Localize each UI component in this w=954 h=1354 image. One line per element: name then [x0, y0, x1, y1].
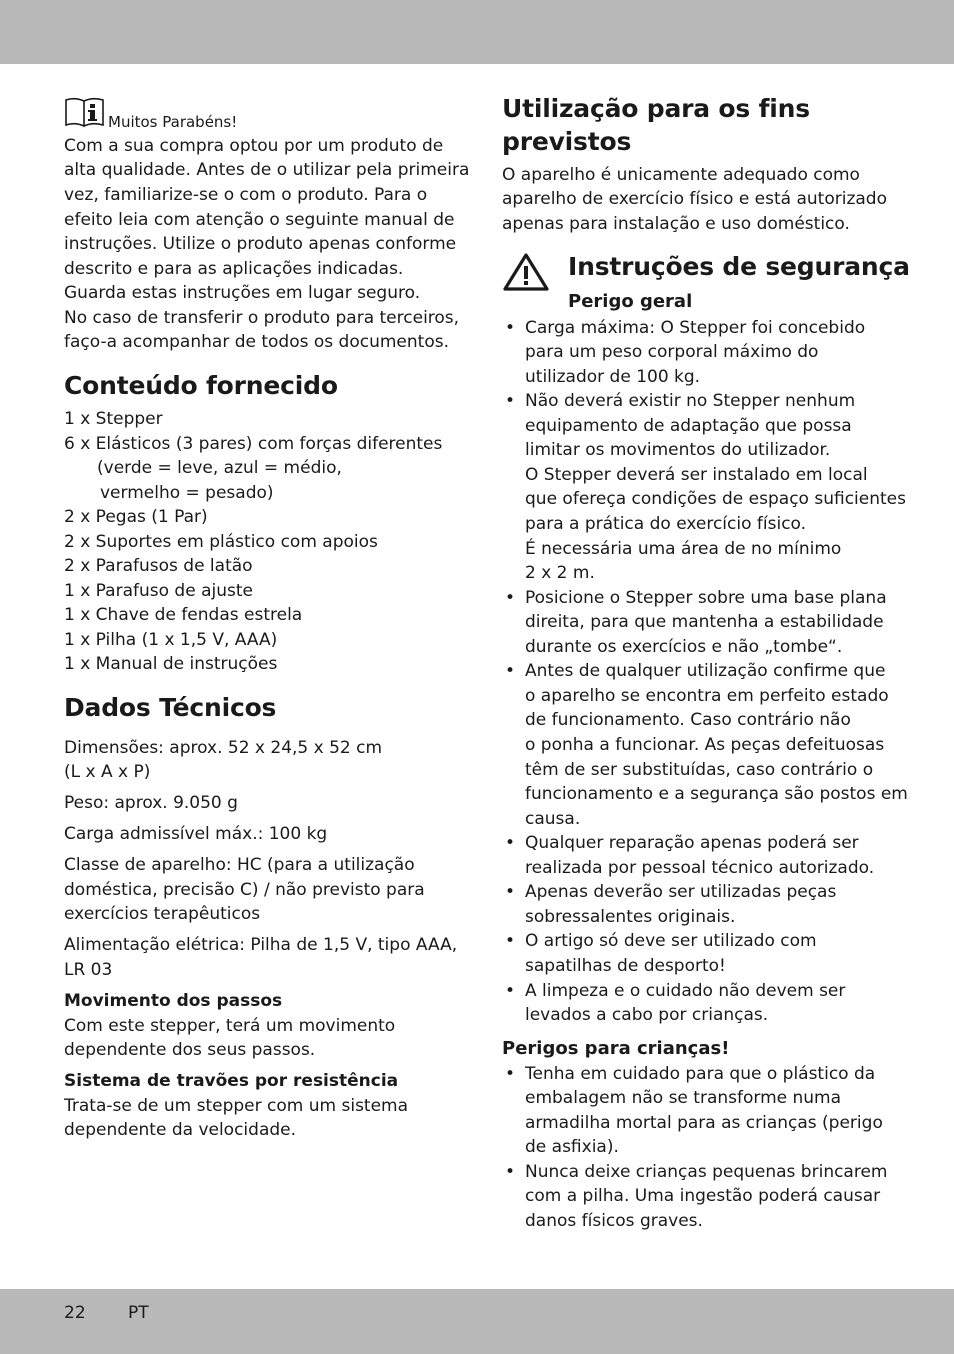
contents-item: 1 x Parafuso de ajuste: [64, 581, 253, 601]
header-bar: [0, 0, 954, 64]
bullet-mark: •: [505, 661, 516, 681]
safety-bullet-line: utilizador de 100 kg.: [525, 367, 701, 387]
tech-heading: Dados Técnicos: [64, 693, 277, 722]
tech-class: Classe de aparelho: HC (para a utilização: [64, 855, 415, 875]
intro-line: Guarda estas instruções em lugar seguro.: [64, 283, 421, 303]
contents-item: 2 x Suportes em plástico com apoios: [64, 532, 378, 552]
safety-bullet-line: para a prática do exercício físico.: [525, 514, 807, 534]
safety-bullet-line: o aparelho se encontra em perfeito estado: [525, 686, 889, 706]
intro-line: vez, familiarize-se o com o produto. Para o: [64, 185, 428, 205]
tech-power: Alimentação elétrica: Pilha de 1,5 V, tipo AAA,: [64, 935, 458, 955]
bullet-mark: •: [505, 882, 516, 902]
bullet-mark: •: [505, 833, 516, 853]
bullet-mark: •: [505, 1064, 516, 1084]
safety-bullet-line: causa.: [525, 809, 581, 829]
safety-bullet-line: levados a cabo por crianças.: [525, 1005, 769, 1025]
safety-bullet-line: Qualquer reparação apenas poderá ser: [525, 833, 859, 853]
usage-heading: Utilização para os fins: [502, 94, 810, 123]
safety-bullet-line: que ofereça condições de espaço suficientes: [525, 489, 906, 509]
contents-item: 2 x Parafusos de latão: [64, 556, 253, 576]
safety-bullet-line: 2 x 2 m.: [525, 563, 595, 583]
safety-bullet-line: Não deverá existir no Stepper nenhum: [525, 391, 856, 411]
tech-dimensions: Dimensões: aprox. 52 x 24,5 x 52 cm: [64, 738, 383, 758]
usage-heading: previstos: [502, 127, 632, 156]
intro-line: No caso de transferir o produto para terceiros,: [64, 308, 460, 328]
intro-line: efeito leia com atenção o seguinte manual de: [64, 210, 455, 230]
safety-bullet-line: funcionamento e a segurança são postos em: [525, 784, 908, 804]
children-bullet-line: com a pilha. Uma ingestão poderá causar: [525, 1186, 881, 1206]
bullet-mark: •: [505, 981, 516, 1001]
contents-item: 1 x Pilha (1 x 1,5 V, AAA): [64, 630, 278, 650]
safety-bullet-line: Posicione o Stepper sobre uma base plana: [525, 588, 887, 608]
safety-bullet-line: sobressalentes originais.: [525, 907, 736, 927]
usage-text: aparelho de exercício físico e está autorizado: [502, 189, 887, 209]
tech-dimensions: (L x A x P): [64, 762, 151, 782]
intro-line: alta qualidade. Antes de o utilizar pela primeira: [64, 160, 470, 180]
page-number: 22: [64, 1303, 86, 1323]
safety-bullet-line: O Stepper deverá ser instalado em local: [525, 465, 868, 485]
safety-bullet-line: direita, para que mantenha a estabilidade: [525, 612, 884, 632]
children-heading: Perigos para crianças!: [502, 1038, 730, 1059]
brake-text: dependente da velocidade.: [64, 1120, 297, 1140]
intro-line: faço-a acompanhar de todos os documentos.: [64, 332, 449, 352]
contents-item: (verde = leve, azul = médio,: [97, 458, 342, 478]
contents-item: 1 x Chave de fendas estrela: [64, 605, 303, 625]
warning-triangle-icon: [502, 252, 550, 292]
safety-bullet-line: Carga máxima: O Stepper foi concebido: [525, 318, 866, 338]
bullet-mark: •: [505, 931, 516, 951]
children-bullet-line: embalagem não se transforme numa: [525, 1088, 842, 1108]
tech-class: exercícios terapêuticos: [64, 904, 261, 924]
safety-bullet-line: A limpeza e o cuidado não devem ser: [525, 981, 846, 1001]
contents-item: 1 x Stepper: [64, 409, 163, 429]
intro-line: instruções. Utilize o produto apenas conforme: [64, 234, 457, 254]
movement-text: Com este stepper, terá um movimento: [64, 1016, 396, 1036]
intro-congrats: Muitos Parabéns!: [108, 113, 238, 131]
safety-bullet-line: para um peso corporal máximo do: [525, 342, 819, 362]
safety-bullet-line: sapatilhas de desporto!: [525, 956, 726, 976]
safety-bullet-line: têm de ser substituídas, caso contrário o: [525, 760, 874, 780]
movement-text: dependente dos seus passos.: [64, 1040, 316, 1060]
contents-item: 2 x Pegas (1 Par): [64, 507, 208, 527]
safety-bullet-line: É necessária uma área de no mínimo: [525, 539, 842, 559]
safety-bullet-line: o ponha a funcionar. As peças defeituosas: [525, 735, 885, 755]
brake-text: Trata-se de um stepper com um sistema: [64, 1096, 409, 1116]
children-bullet-line: danos físicos graves.: [525, 1211, 703, 1231]
safety-bullet-line: Antes de qualquer utilização confirme que: [525, 661, 886, 681]
safety-bullet-line: durante os exercícios e não „tombe“.: [525, 637, 843, 657]
brake-heading: Sistema de travões por resistência: [64, 1071, 399, 1091]
usage-text: apenas para instalação e uso doméstico.: [502, 214, 850, 234]
children-bullet-line: Tenha em cuidado para que o plástico da: [525, 1064, 876, 1084]
tech-power: LR 03: [64, 960, 113, 980]
bullet-mark: •: [505, 1162, 516, 1182]
safety-heading: Instruções de segurança: [568, 252, 910, 281]
usage-text: O aparelho é unicamente adequado como: [502, 165, 860, 185]
page-language: PT: [128, 1303, 149, 1323]
children-bullet-line: armadilha mortal para as crianças (perigo: [525, 1113, 883, 1133]
children-bullet-line: Nunca deixe crianças pequenas brincarem: [525, 1162, 888, 1182]
contents-heading: Conteúdo fornecido: [64, 371, 338, 400]
contents-item: 6 x Elásticos (3 pares) com forças diferentes: [64, 434, 443, 454]
safety-bullet-line: limitar os movimentos do utilizador.: [525, 440, 831, 460]
contents-item: 1 x Manual de instruções: [64, 654, 278, 674]
info-book-icon: [64, 96, 105, 128]
intro-line: descrito e para as aplicações indicadas.: [64, 259, 404, 279]
tech-class: doméstica, precisão C) / não previsto para: [64, 880, 425, 900]
safety-bullet-line: O artigo só deve ser utilizado com: [525, 931, 817, 951]
safety-bullet-line: Apenas deverão ser utilizadas peças: [525, 882, 837, 902]
tech-weight: Peso: aprox. 9.050 g: [64, 793, 238, 813]
bullet-mark: •: [505, 391, 516, 411]
bullet-mark: •: [505, 588, 516, 608]
children-bullet-line: de asfixia).: [525, 1137, 619, 1157]
safety-bullet-line: de funcionamento. Caso contrário não: [525, 710, 851, 730]
safety-bullet-line: equipamento de adaptação que possa: [525, 416, 852, 436]
tech-load: Carga admissível máx.: 100 kg: [64, 824, 328, 844]
safety-subheading: Perigo geral: [568, 291, 693, 312]
bullet-mark: •: [505, 318, 516, 338]
contents-item: vermelho = pesado): [100, 483, 274, 503]
intro-line: Com a sua compra optou por um produto de: [64, 136, 444, 156]
movement-heading: Movimento dos passos: [64, 991, 283, 1011]
safety-bullet-line: realizada por pessoal técnico autorizado.: [525, 858, 875, 878]
